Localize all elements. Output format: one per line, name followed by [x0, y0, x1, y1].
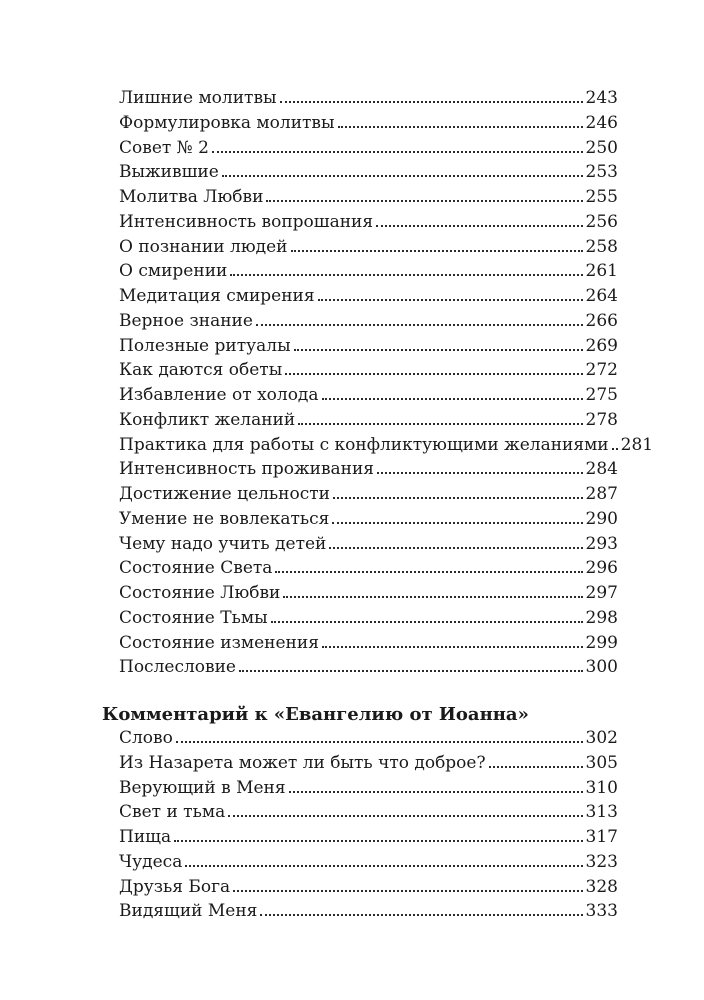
toc-entry	[119, 726, 618, 751]
toc-entry-page-number: 243	[585, 88, 618, 108]
dot-leader	[285, 373, 582, 375]
toc-entry-page-number: 250	[585, 137, 618, 158]
dot-leader	[256, 324, 583, 326]
toc-entry-title: Лишние молитвы	[119, 88, 277, 108]
dot-leader	[333, 497, 583, 499]
dot-leader	[228, 815, 582, 817]
toc-entry-page-number: 275	[585, 385, 618, 405]
toc-entry	[119, 751, 618, 776]
toc-entry-page-number: 284	[585, 459, 618, 480]
toc-entry	[119, 655, 618, 680]
toc-entry-page-number: 333	[585, 901, 618, 922]
toc-entry	[119, 210, 618, 235]
dot-leader	[322, 646, 583, 648]
toc-entry-page-number: 253	[585, 162, 618, 183]
toc-entry	[119, 433, 654, 458]
toc-entry-title: Совет № 2	[119, 137, 209, 158]
dot-leader	[280, 101, 583, 103]
toc-entry	[119, 606, 618, 631]
toc-entry-page-number: 297	[585, 583, 618, 603]
toc-entry	[119, 776, 618, 801]
dot-leader	[176, 741, 583, 743]
toc-entry-title: Практика для работы с конфликтующими желаниями	[119, 434, 609, 455]
toc-entry	[119, 358, 618, 383]
toc-entry-page-number: 269	[585, 335, 618, 356]
toc-entry	[119, 507, 618, 532]
toc-entry-title: Из Назарета может ли быть что доброе?	[119, 752, 486, 773]
toc-entry-title: Достижение цельности	[119, 484, 331, 504]
toc-entry-page-number: 310	[585, 777, 618, 798]
toc-entry-title: Послесловие	[119, 657, 236, 678]
section-heading: Комментарий к «Евангелию от Иоанна»	[102, 704, 529, 725]
toc-entry	[119, 334, 618, 359]
toc-entry-title: Верующий в Меня	[119, 777, 286, 798]
toc-entry	[119, 259, 618, 284]
toc-entry-page-number: 298	[585, 607, 618, 628]
dot-leader	[294, 349, 583, 351]
dot-leader	[289, 791, 583, 793]
toc-entry-title: Умение не вовлекаться	[119, 508, 330, 529]
dot-leader	[318, 299, 583, 301]
toc-entry	[119, 800, 618, 825]
dot-leader	[489, 766, 583, 768]
toc-entry	[119, 185, 618, 210]
toc-entry-page-number: 290	[585, 508, 618, 529]
toc-entry-title: Чудеса	[119, 851, 183, 872]
dot-leader	[291, 250, 583, 252]
toc-entry	[119, 532, 618, 557]
toc-entry-page-number: 323	[585, 851, 618, 872]
toc-entry-title: Конфликт желаний	[119, 409, 296, 430]
toc-entry-title: Видящий Меня	[119, 901, 258, 922]
dot-leader	[332, 522, 582, 524]
toc-entry	[119, 309, 618, 334]
toc-entry-title: Избавление от холода	[119, 385, 319, 405]
toc-entry-title: Пища	[119, 827, 172, 847]
toc-entry-title: Друзья Бога	[119, 876, 231, 897]
toc-entry-page-number: 302	[585, 728, 618, 748]
toc-entry	[119, 408, 618, 433]
toc-entry	[119, 581, 618, 606]
dot-leader	[222, 175, 583, 177]
toc-list-part2	[119, 726, 618, 924]
toc-entry-title: Состояние Тьмы	[119, 607, 268, 628]
dot-leader	[212, 151, 583, 153]
toc-entry-page-number: 258	[585, 236, 618, 257]
toc-entry-page-number: 313	[585, 802, 618, 823]
dot-leader	[298, 423, 582, 425]
toc-entry-page-number: 256	[585, 211, 618, 232]
toc-entry-title: Медитация смирения	[119, 286, 315, 306]
toc-entry-page-number: 317	[585, 827, 618, 847]
toc-entry	[119, 160, 618, 185]
toc-entry-page-number: 296	[585, 558, 618, 579]
toc-entry-title: О познании людей	[119, 236, 288, 257]
toc-entry	[119, 383, 618, 408]
dot-leader	[239, 670, 583, 672]
toc-entry-page-number: 272	[585, 360, 618, 381]
dot-leader	[376, 225, 582, 227]
dot-leader	[230, 274, 582, 276]
toc-entry-title: Полезные ритуалы	[119, 335, 291, 356]
toc-entry-title: Чему надо учить детей	[119, 533, 327, 554]
dot-leader	[377, 472, 583, 474]
dot-leader	[283, 596, 582, 598]
toc-list-part1	[119, 86, 654, 680]
dot-leader	[329, 547, 582, 549]
toc-entry-page-number: 266	[585, 310, 618, 331]
dot-leader	[174, 840, 582, 842]
toc-entry	[119, 235, 618, 260]
toc-entry-title: Формулировка молитвы	[119, 112, 335, 133]
toc-entry-page-number: 281	[620, 434, 654, 455]
toc-entry-page-number: 305	[585, 752, 618, 773]
dot-leader	[271, 621, 583, 623]
dot-leader	[260, 914, 582, 916]
dot-leader	[266, 200, 582, 202]
toc-entry	[119, 284, 618, 309]
toc-entry-title: Состояние изменения	[119, 632, 319, 653]
toc-entry-title: О смирении	[119, 261, 228, 282]
dot-leader	[322, 398, 583, 400]
toc-entry-title: Молитва Любви	[119, 187, 264, 207]
toc-entry	[119, 631, 618, 656]
toc-entry	[119, 899, 618, 924]
toc-entry-page-number: 264	[585, 286, 618, 306]
toc-entry-page-number: 328	[585, 876, 618, 897]
toc-entry	[119, 875, 618, 900]
toc-entry	[119, 111, 618, 136]
toc-entry-title: Верное знание	[119, 310, 253, 331]
toc-entry	[119, 825, 618, 850]
toc-entry	[119, 457, 618, 482]
toc-entry	[119, 482, 618, 507]
toc-entry	[119, 86, 618, 111]
toc-entry	[119, 850, 618, 875]
toc-entry-page-number: 293	[585, 533, 618, 554]
toc-entry-page-number: 299	[585, 632, 618, 653]
toc-entry-page-number: 261	[585, 261, 618, 282]
toc-entry-title: Интенсивность проживания	[119, 459, 375, 480]
toc-entry-page-number: 300	[585, 657, 618, 678]
toc-entry-title: Интенсивность вопрошания	[119, 211, 374, 232]
toc-entry-page-number: 246	[585, 112, 618, 133]
toc-entry-page-number: 255	[585, 187, 618, 207]
dot-leader	[185, 865, 582, 867]
dot-leader	[275, 571, 582, 573]
toc-entry-title: Выжившие	[119, 162, 219, 183]
dot-leader	[233, 890, 582, 892]
toc-entry-title: Слово	[119, 728, 173, 748]
toc-entry	[119, 136, 618, 161]
toc-entry	[119, 556, 618, 581]
toc-entry-title: Свет и тьма	[119, 802, 226, 823]
toc-entry-title: Состояние Любви	[119, 583, 281, 603]
toc-entry-page-number: 287	[585, 484, 618, 504]
dot-leader	[338, 126, 583, 128]
toc-entry-page-number: 278	[585, 409, 618, 430]
toc-entry-title: Состояние Света	[119, 558, 273, 579]
toc-entry-title: Как даются обеты	[119, 360, 283, 381]
